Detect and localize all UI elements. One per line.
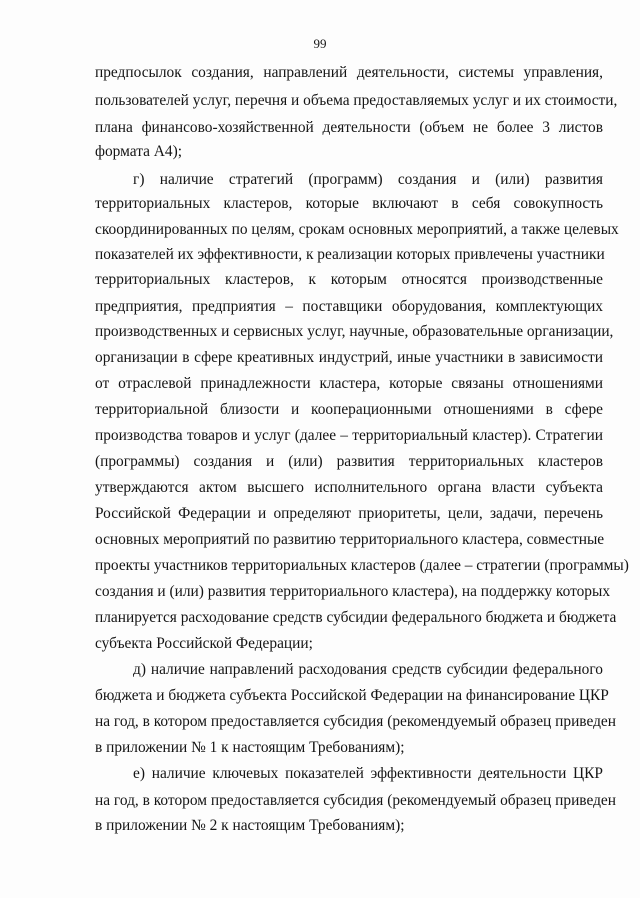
text-line: производства товаров и услуг (далее – территориальный кластер). Стратегии	[95, 427, 603, 444]
text-line: предприятия, предприятия – поставщики оборудования, комплектующих	[95, 298, 603, 315]
text-line: создания и (или) развития территориального кластера), на поддержку которых	[95, 583, 611, 600]
text-line: формата А4);	[95, 143, 183, 160]
text-line: показателей их эффективности, к реализации которых привлечены участники	[95, 246, 605, 263]
text-line: в приложении № 1 к настоящим Требованиям);	[95, 739, 405, 756]
text-line: скоординированных по целям, срокам основных мероприятий, а также целевых	[95, 221, 619, 238]
text-line: е) наличие ключевых показателей эффективности деятельности ЦКР	[133, 765, 603, 782]
text-line: проекты участников территориальных кластеров (далее – стратегии (программы)	[95, 557, 629, 574]
text-line: организации в сфере креативных индустрий, иные участники в зависимости	[95, 349, 603, 366]
text-line: плана финансово-хозяйственной деятельности (объем не более 3 листов	[95, 119, 603, 136]
text-line: г) наличие стратегий (программ) создания и (или) развития	[133, 171, 603, 188]
text-line: территориальных кластеров, которые включают в себя совокупность	[95, 195, 603, 212]
text-line: производственных и сервисных услуг, научные, образовательные организации,	[95, 323, 614, 340]
text-line: в приложении № 2 к настоящим Требованиям);	[95, 817, 405, 834]
text-line: от отраслевой принадлежности кластера, которые связаны отношениями	[95, 375, 603, 392]
text-line: утверждаются актом высшего исполнительного органа власти субъекта	[95, 479, 603, 496]
text-line: на год, в котором предоставляется субсидия (рекомендуемый образец приведен	[95, 792, 617, 809]
text-line: территориальных кластеров, к которым относятся производственные	[95, 271, 603, 288]
page-number: 99	[313, 36, 327, 51]
text-line: территориальной близости и кооперационными отношениями в сфере	[95, 401, 603, 418]
text-line: (программы) создания и (или) развития территориальных кластеров	[95, 453, 603, 470]
text-line: д) наличие направлений расходования средств субсидии федерального	[133, 661, 603, 678]
text-line: бюджета и бюджета субъекта Российской Федерации на финансирование ЦКР	[95, 687, 609, 704]
text-line: основных мероприятий по развитию территориального кластера, совместные	[95, 531, 605, 548]
text-line: планируется расходование средств субсидии федерального бюджета и бюджета	[95, 609, 617, 626]
text-line: Российской Федерации и определяют приоритеты, цели, задачи, перечень	[95, 505, 603, 522]
text-line: предпосылок создания, направлений деятельности, системы управления,	[95, 64, 603, 81]
text-line: субъекта Российской Федерации;	[95, 635, 313, 652]
text-line: на год, в котором предоставляется субсидия (рекомендуемый образец приведен	[95, 713, 617, 730]
text-line: пользователей услуг, перечня и объема предоставляемых услуг и их стоимости,	[95, 92, 618, 109]
